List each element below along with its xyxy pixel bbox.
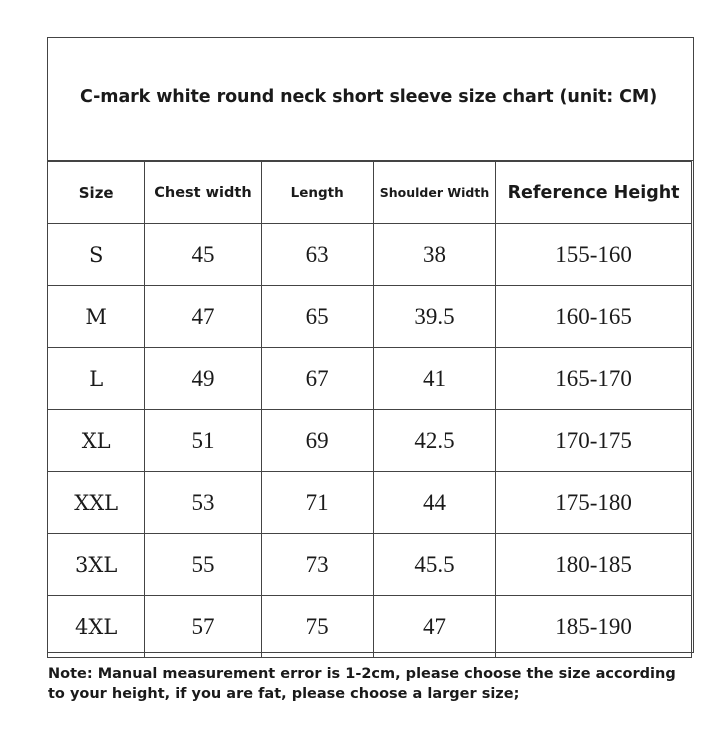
- chart-title: C-mark white round neck short sleeve size chart (unit: CM): [80, 87, 658, 107]
- table-row: [48, 596, 692, 658]
- header-row: [48, 162, 692, 224]
- size-cell: XXL: [48, 472, 145, 534]
- chest-cell: 49: [145, 348, 261, 410]
- height-cell: 170-175: [496, 410, 692, 472]
- header-shoulder-width: Shoulder Width: [373, 162, 495, 224]
- length-cell: 65: [261, 286, 373, 348]
- height-cell: 160-165: [496, 286, 692, 348]
- length-cell: 69: [261, 410, 373, 472]
- size-cell: 4XL: [48, 596, 145, 658]
- size-cell: M: [48, 286, 145, 348]
- shoulder-cell: 45.5: [373, 534, 495, 596]
- size-table: [47, 161, 692, 658]
- chest-cell: 57: [145, 596, 261, 658]
- length-cell: 71: [261, 472, 373, 534]
- size-cell: 3XL: [48, 534, 145, 596]
- size-chart: [47, 37, 694, 653]
- length-cell: 75: [261, 596, 373, 658]
- height-cell: 165-170: [496, 348, 692, 410]
- header-chest-width: Chest width: [145, 162, 261, 224]
- size-cell: S: [48, 224, 145, 286]
- chest-cell: 51: [145, 410, 261, 472]
- chest-cell: 53: [145, 472, 261, 534]
- height-cell: 175-180: [496, 472, 692, 534]
- shoulder-cell: 38: [373, 224, 495, 286]
- shoulder-cell: 42.5: [373, 410, 495, 472]
- header-reference-height: Reference Height: [496, 162, 692, 224]
- size-cell: XL: [48, 410, 145, 472]
- size-cell: L: [48, 348, 145, 410]
- note-line-1: Note: Manual measurement error is 1-2cm, please choose the size according: [48, 666, 676, 682]
- shoulder-cell: 39.5: [373, 286, 495, 348]
- header-size: Size: [48, 162, 145, 224]
- height-cell: 180-185: [496, 534, 692, 596]
- table-row: [48, 472, 692, 534]
- table-row: [48, 410, 692, 472]
- chest-cell: 55: [145, 534, 261, 596]
- shoulder-cell: 44: [373, 472, 495, 534]
- shoulder-cell: 47: [373, 596, 495, 658]
- header-length: Length: [261, 162, 373, 224]
- measurement-note: [48, 664, 708, 704]
- length-cell: 63: [261, 224, 373, 286]
- table-row: [48, 286, 692, 348]
- note-line-2: to your height, if you are fat, please choose a larger size;: [48, 686, 520, 702]
- chest-cell: 47: [145, 286, 261, 348]
- table-row: [48, 534, 692, 596]
- height-cell: 155-160: [496, 224, 692, 286]
- shoulder-cell: 41: [373, 348, 495, 410]
- title-row: [48, 38, 693, 161]
- length-cell: 73: [261, 534, 373, 596]
- height-cell: 185-190: [496, 596, 692, 658]
- length-cell: 67: [261, 348, 373, 410]
- table-row: [48, 348, 692, 410]
- table-row: [48, 224, 692, 286]
- chest-cell: 45: [145, 224, 261, 286]
